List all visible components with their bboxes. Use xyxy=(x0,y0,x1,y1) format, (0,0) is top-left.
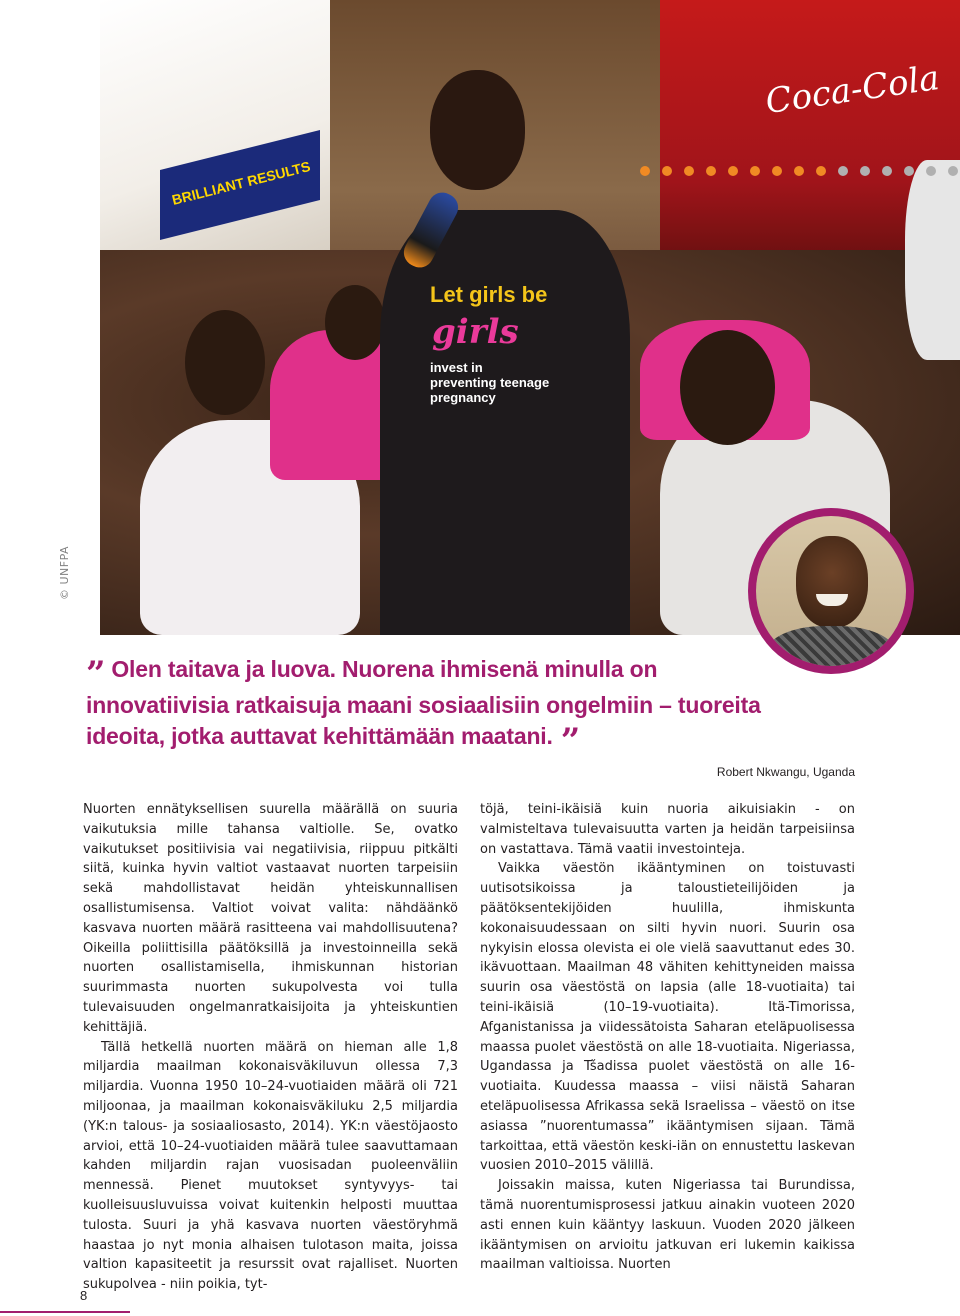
dot-icon xyxy=(882,166,892,176)
quote-text: Olen taitava ja luova. Nuorena ihmisenä minulla on innovatiivisia ratkaisuja maani sosiaalisiin ongelmiin – tuoreita ideoita, jotka auttavat kehittämään maatani. xyxy=(86,656,761,749)
photo-shirt-line2: girls xyxy=(432,312,519,352)
page-number: 8 xyxy=(80,1288,88,1303)
photo-figure-head xyxy=(680,330,775,445)
dot-icon xyxy=(728,166,738,176)
quote-open-mark: ” xyxy=(86,654,106,694)
photo-speaker-head xyxy=(430,70,525,190)
photo-shirt-line1: Let girls be xyxy=(430,282,548,307)
dot-icon xyxy=(706,166,716,176)
dot-icon xyxy=(662,166,672,176)
dot-icon xyxy=(750,166,760,176)
map-decoration xyxy=(905,160,960,360)
dot-icon xyxy=(640,166,650,176)
body-paragraph: Tällä hetkellä nuorten määrä on hieman alle 1,8 miljardia maailman kokonaisväkiluvun ollessa 7,3 miljardia. Vuonna 1950 10–24-vuotiaiden määrä oli 721 miljoonaa, ja maailman kokonaisväkiluku 2,5 miljardia (YK:n talous- ja sosiaaliosasto, 2014). YK:n väestöjaosto arvioi, että 10–24-vuotiaiden määrä tulee saavuttamaan kahden miljardin rajan vuosisadan puoleenväliin mennessä. Pienet muutokset syntyvyys- tai kuolleisuusluvuissa voivat kuitenkin helposti muuttaa tulosta. Suuri ja yhä kasvava nuorten väestöryhmä haastaa jo nyt monia alhaisen tulotason maita, joissa valtion kapasiteetit ja resurssit ovat rajalliset. Nuorten sukupolvea - niin poikia, tyt- xyxy=(83,1039,458,1293)
dot-icon xyxy=(772,166,782,176)
dot-icon xyxy=(816,166,826,176)
photo-shirt-line3: invest in preventing teenage pregnancy xyxy=(430,360,550,405)
dot-icon xyxy=(904,166,914,176)
body-column-left xyxy=(83,800,458,1295)
quote-attribution: Robert Nkwangu, Uganda xyxy=(716,765,855,779)
portrait-photo xyxy=(756,516,906,666)
body-paragraph: Nuorten ennätyksellisen suurella määrällä on suuria vaikutuksia mille tahansa valtiolle. Se, ovatko vaikutukset positiivisia vai negatiivisia, riippuu pitkälti siitä, kuinka hyvin valtiot vastaavat nuorten tarpeisiin sekä mahdollistavat heidän yhteiskunnallisen osallistumisensa. Valtiot voivat valita: nähdäänkö kasvava nuorten määrä rasitteena vai mahdollisuutena? Oikeilla poliittisilla päätöksillä ja investoinneilla sekä nuorten osallistamisella, ihmiskunnan historian suurimmasta nuorten sukupolvesta voi tulla tulevaisuuden ongelmanratkaisijoita ja yhteiskuntien kehittäjiä. xyxy=(83,802,458,1035)
dot-icon xyxy=(860,166,870,176)
dot-decoration xyxy=(640,166,958,176)
dot-icon xyxy=(684,166,694,176)
photo-sign-text: Coca-Cola xyxy=(763,58,942,122)
body-paragraph: Vaikka väestön ikääntyminen on toistuvasti uutisotsikoissa ja taloustieteilijöiden ja päätöksentekijöiden huulilla, ihmiskunta kokonaisuudessaan on silti hyvin nuori. Suurin osa nykyisin elossa olevista ei ole vielä saavuttanut edes 30. ikävuottaan. Maailman 48 vähiten kehittyneiden maissa suurin osa väestöstä on lapsia (alle 18-vuotiaita) tai teini-ikäisiä (10–19-vuotiaita). Itä-Timorissa, Afganistanissa ja viidessätoista Saharan eteläpuolisessa maassa puolet väestöstä on alle 18-vuotiaita. Nigeriassa, Ugandassa ja Tšadissa puolet väestöstä on alle 16-vuotiaita. Kuudessa maassa – viisi näistä Saharan eteläpuolisessa Afrikassa sekä Israelissa – väestö on itse asiassa ”nuorentumassa” ikääntymisen sijaan. Tämä tarkoittaa, että väestön keski-iän on ennustettu laskevan vuosien 2010–2015 välillä. xyxy=(480,861,855,1174)
photo-banner-text: BRILLIANT RESULTS xyxy=(170,158,312,208)
pull-quote xyxy=(86,654,766,761)
page-rule xyxy=(0,1311,130,1313)
dot-icon xyxy=(794,166,804,176)
photo-figure-head xyxy=(325,285,385,360)
dot-icon xyxy=(948,166,958,176)
body-paragraph: töjä, teini-ikäisiä kuin nuoria aikuisiakin - on valmisteltava tulevaisuutta varten ja heidän tarpeisiinsa on vastattava. Tämä vaatii investointeja. xyxy=(480,802,855,857)
body-column-right xyxy=(480,800,855,1275)
dot-icon xyxy=(838,166,848,176)
photo-credit: © UNFPA xyxy=(58,545,71,600)
photo-figure-head xyxy=(185,310,265,415)
body-paragraph: Joissakin maissa, kuten Nigeriassa tai Burundissa, tämä nuorentumisprosessi jatkuu ainakin vuoteen 2020 asti ennen kuin kääntyy laskuun. Vuoden 2020 jälkeen ikääntymisen on arvioitu jatkuvan eri lukemin kaikissa maailman valtioissa. Nuorten xyxy=(480,1178,855,1273)
dot-icon xyxy=(926,166,936,176)
photo-speaker-shirt xyxy=(380,210,630,635)
portrait-face xyxy=(796,536,868,628)
quote-close-mark: ” xyxy=(560,721,581,761)
portrait-body xyxy=(766,626,896,666)
